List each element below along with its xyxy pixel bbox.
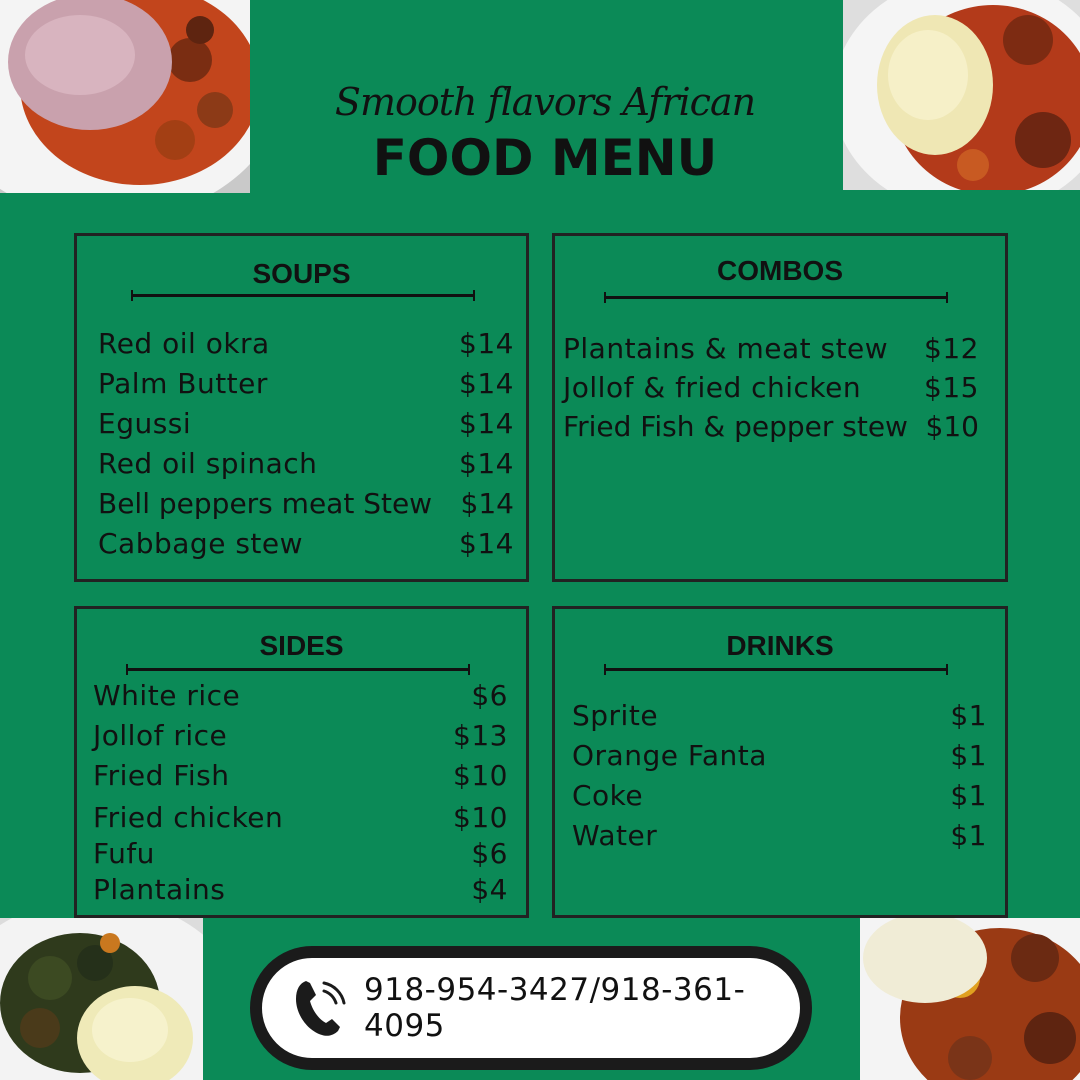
item-name: Palm Butter: [98, 367, 268, 400]
menu-item: [98, 487, 514, 527]
item-name: Fufu: [93, 837, 155, 870]
item-price: $14: [459, 407, 514, 440]
soups-list: [98, 327, 514, 567]
item-name: Red oil okra: [98, 327, 270, 360]
item-price: $14: [459, 447, 514, 480]
menu-item: [98, 527, 514, 567]
menu-item: [93, 873, 508, 909]
item-price: $1: [950, 779, 987, 812]
item-name: Sprite: [572, 699, 659, 732]
item-name: Plantains & meat stew: [563, 332, 889, 365]
item-name: Orange Fanta: [572, 739, 767, 772]
phone-contact[interactable]: [250, 946, 812, 1070]
phone-icon: [292, 977, 346, 1039]
item-name: Jollof & fried chicken: [563, 371, 862, 404]
item-price: $1: [950, 819, 987, 852]
drinks-list: [572, 699, 987, 859]
item-name: Egussi: [98, 407, 192, 440]
item-price: $1: [950, 739, 987, 772]
sides-divider: [126, 668, 470, 671]
menu-item: [98, 447, 514, 487]
item-name: Fried chicken: [93, 801, 284, 834]
sides-title: SIDES: [259, 630, 344, 661]
sides-list: [93, 679, 508, 909]
item-price: $10: [925, 410, 979, 443]
menu-item: [572, 699, 987, 739]
photo-fufu-meat-stew-bottom-right: [860, 918, 1080, 1080]
sides-section: [74, 606, 529, 918]
item-name: Fried Fish & pepper stew: [563, 410, 908, 443]
item-price: $14: [459, 327, 514, 360]
menu-item: [563, 371, 979, 410]
item-price: $12: [924, 332, 979, 365]
combos-title: COMBOS: [717, 255, 843, 286]
menu-header: [300, 78, 790, 188]
item-name: Bell peppers meat Stew: [98, 487, 433, 520]
photo-fufu-pepper-stew-top-right: [843, 0, 1080, 190]
menu-title: FOOD MENU: [372, 129, 718, 187]
item-name: White rice: [93, 679, 241, 712]
item-name: Coke: [572, 779, 644, 812]
item-price: $15: [924, 371, 979, 404]
item-price: $6: [471, 837, 508, 870]
item-price: $14: [459, 367, 514, 400]
item-name: Red oil spinach: [98, 447, 318, 480]
item-price: $1: [950, 699, 987, 732]
menu-item: [572, 739, 987, 779]
menu-item: [563, 410, 979, 449]
menu-item: [98, 367, 514, 407]
item-price: $13: [453, 719, 508, 752]
menu-item: [563, 332, 979, 371]
item-name: Fried Fish: [93, 759, 230, 792]
item-name: Jollof rice: [93, 719, 228, 752]
item-price: $14: [459, 527, 514, 560]
menu-item: [93, 837, 508, 873]
photo-fufu-stew-top-left: [0, 0, 250, 193]
drinks-title: DRINKS: [726, 630, 834, 661]
item-price: $10: [453, 759, 508, 792]
photo-fufu-greens-bottom-left: [0, 918, 203, 1080]
menu-item: [93, 719, 508, 759]
combos-list: [563, 332, 979, 449]
soups-section: [74, 233, 529, 582]
item-name: Plantains: [93, 873, 226, 906]
soups-title: SOUPS: [252, 258, 351, 289]
menu-item: [98, 327, 514, 367]
item-name: Water: [572, 819, 658, 852]
drinks-section: [552, 606, 1008, 918]
combos-section: [552, 233, 1008, 582]
drinks-divider: [604, 668, 948, 671]
menu-item: [93, 759, 508, 801]
menu-item: [572, 779, 987, 819]
item-price: $14: [460, 487, 514, 520]
menu-item: [93, 801, 508, 837]
item-price: $4: [471, 873, 508, 906]
item-price: $6: [471, 679, 508, 712]
item-price: $10: [453, 801, 508, 834]
restaurant-name: Smooth flavors African: [334, 80, 756, 124]
menu-item: [93, 679, 508, 719]
item-name: Cabbage stew: [98, 527, 304, 560]
menu-item: [572, 819, 987, 859]
soups-divider: [131, 294, 475, 297]
combos-divider: [604, 296, 948, 299]
menu-item: [98, 407, 514, 447]
phone-numbers[interactable]: 918-954-3427/918-361-4095: [364, 972, 746, 1044]
